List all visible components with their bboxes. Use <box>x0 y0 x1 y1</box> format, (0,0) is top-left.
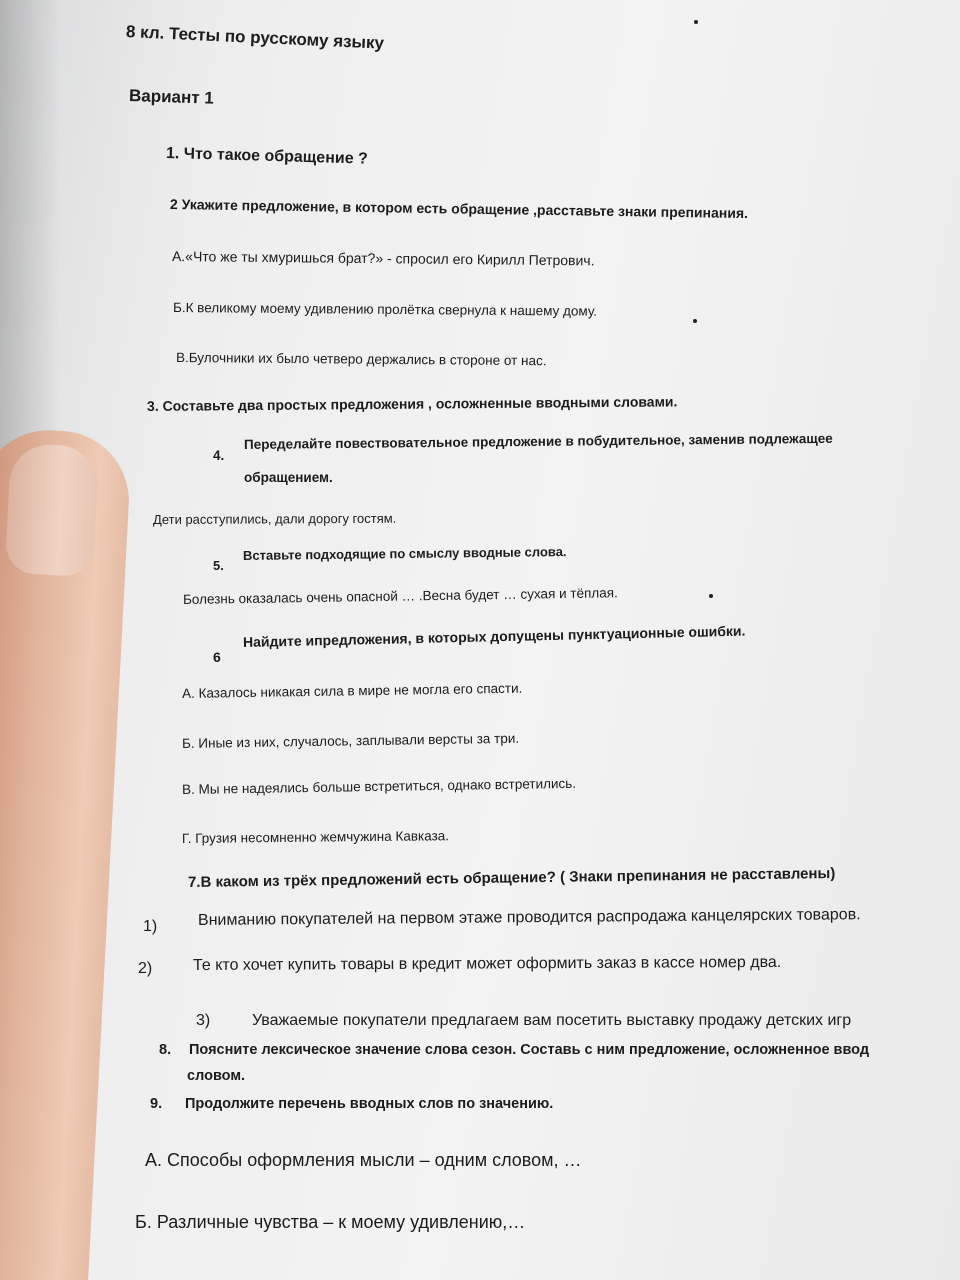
question-6-option-d: Г. Грузия несомненно жемчужина Кавказа. <box>181 828 450 846</box>
question-7-item-3-number: 3) <box>196 1012 211 1029</box>
question-9-option-a: А. Способы оформления мысли – одним словом, … <box>145 1150 582 1170</box>
question-5-sentence: Болезнь оказалась очень опасной … .Весна будет … сухая и тёплая. <box>182 585 618 607</box>
ink-speck <box>693 319 697 323</box>
question-9-option-b: Б. Различные чувства – к моему удивлению,… <box>135 1212 526 1232</box>
question-2: 2 Укажите предложение, в котором есть обращение ,расставьте знаки препинания. <box>169 196 749 222</box>
ink-speck <box>694 20 698 24</box>
question-2-option-c: В.Булочники их было четверо держались в стороне от нас. <box>175 350 547 369</box>
question-6: Найдите ипредложения, в которых допущены пунктуационные ошибки. <box>242 622 746 650</box>
question-1: 1. Что такое обращение ? <box>165 145 369 168</box>
question-8-line-2: словом. <box>187 1068 246 1084</box>
question-9-number: 9. <box>150 1096 163 1112</box>
question-4-sentence: Дети расступились, дали дорогу гостям. <box>152 510 397 527</box>
question-3: 3. Составьте два простых предложения , осложненные вводными словами. <box>146 393 678 414</box>
ink-speck <box>709 594 713 598</box>
question-4-number: 4. <box>213 448 225 463</box>
question-7-item-3: Уважаемые покупатели предлагаем вам посетить выставку продажу детских игр <box>252 1012 852 1029</box>
question-7-item-2: Те кто хочет купить товары в кредит может оформить заказ в кассе номер два. <box>192 953 782 974</box>
question-4-line-2: обращением. <box>244 470 333 485</box>
question-6-number: 6 <box>213 649 221 665</box>
question-5: Вставьте подходящие по смыслу вводные слова. <box>242 544 567 563</box>
question-7: 7.В каком из трёх предложений есть обращение? ( Знаки препинания не расставлены) <box>187 864 836 891</box>
question-7-item-1: Вниманию покупателей на первом этаже проводится распродажа канцелярских товаров. <box>197 906 861 929</box>
question-7-item-1-number: 1) <box>143 918 158 935</box>
question-8-number: 8. <box>159 1042 172 1058</box>
doc-header: 8 кл. Тесты по русскому языку <box>125 22 385 53</box>
variant-title: Вариант 1 <box>128 86 215 108</box>
question-6-option-c: В. Мы не надеялись больше встретиться, однако встретились. <box>181 775 577 797</box>
question-8-line-1: Поясните лексическое значение слова сезон. Составь с ним предложение, осложненное ввод <box>189 1042 870 1058</box>
question-2-option-a: А.«Что же ты хмуришься брат?» - спросил его Кирилл Петрович. <box>171 248 595 269</box>
question-6-option-a: А. Казалось никакая сила в мире не могла его спасти. <box>181 680 523 701</box>
question-9: Продолжите перечень вводных слов по значению. <box>185 1096 554 1112</box>
question-2-option-b: Б.К великому моему удивлению пролётка свернула к нашему дому. <box>172 300 598 319</box>
question-6-option-b: Б. Иные из них, случалось, заплывали версты за три. <box>181 730 520 751</box>
question-4-line-1: Переделайте повествовательное предложение в побудительное, заменив подлежащее <box>243 430 833 452</box>
question-5-number: 5. <box>213 558 224 573</box>
thumbnail-nail <box>5 443 100 577</box>
question-7-item-2-number: 2) <box>138 960 153 977</box>
